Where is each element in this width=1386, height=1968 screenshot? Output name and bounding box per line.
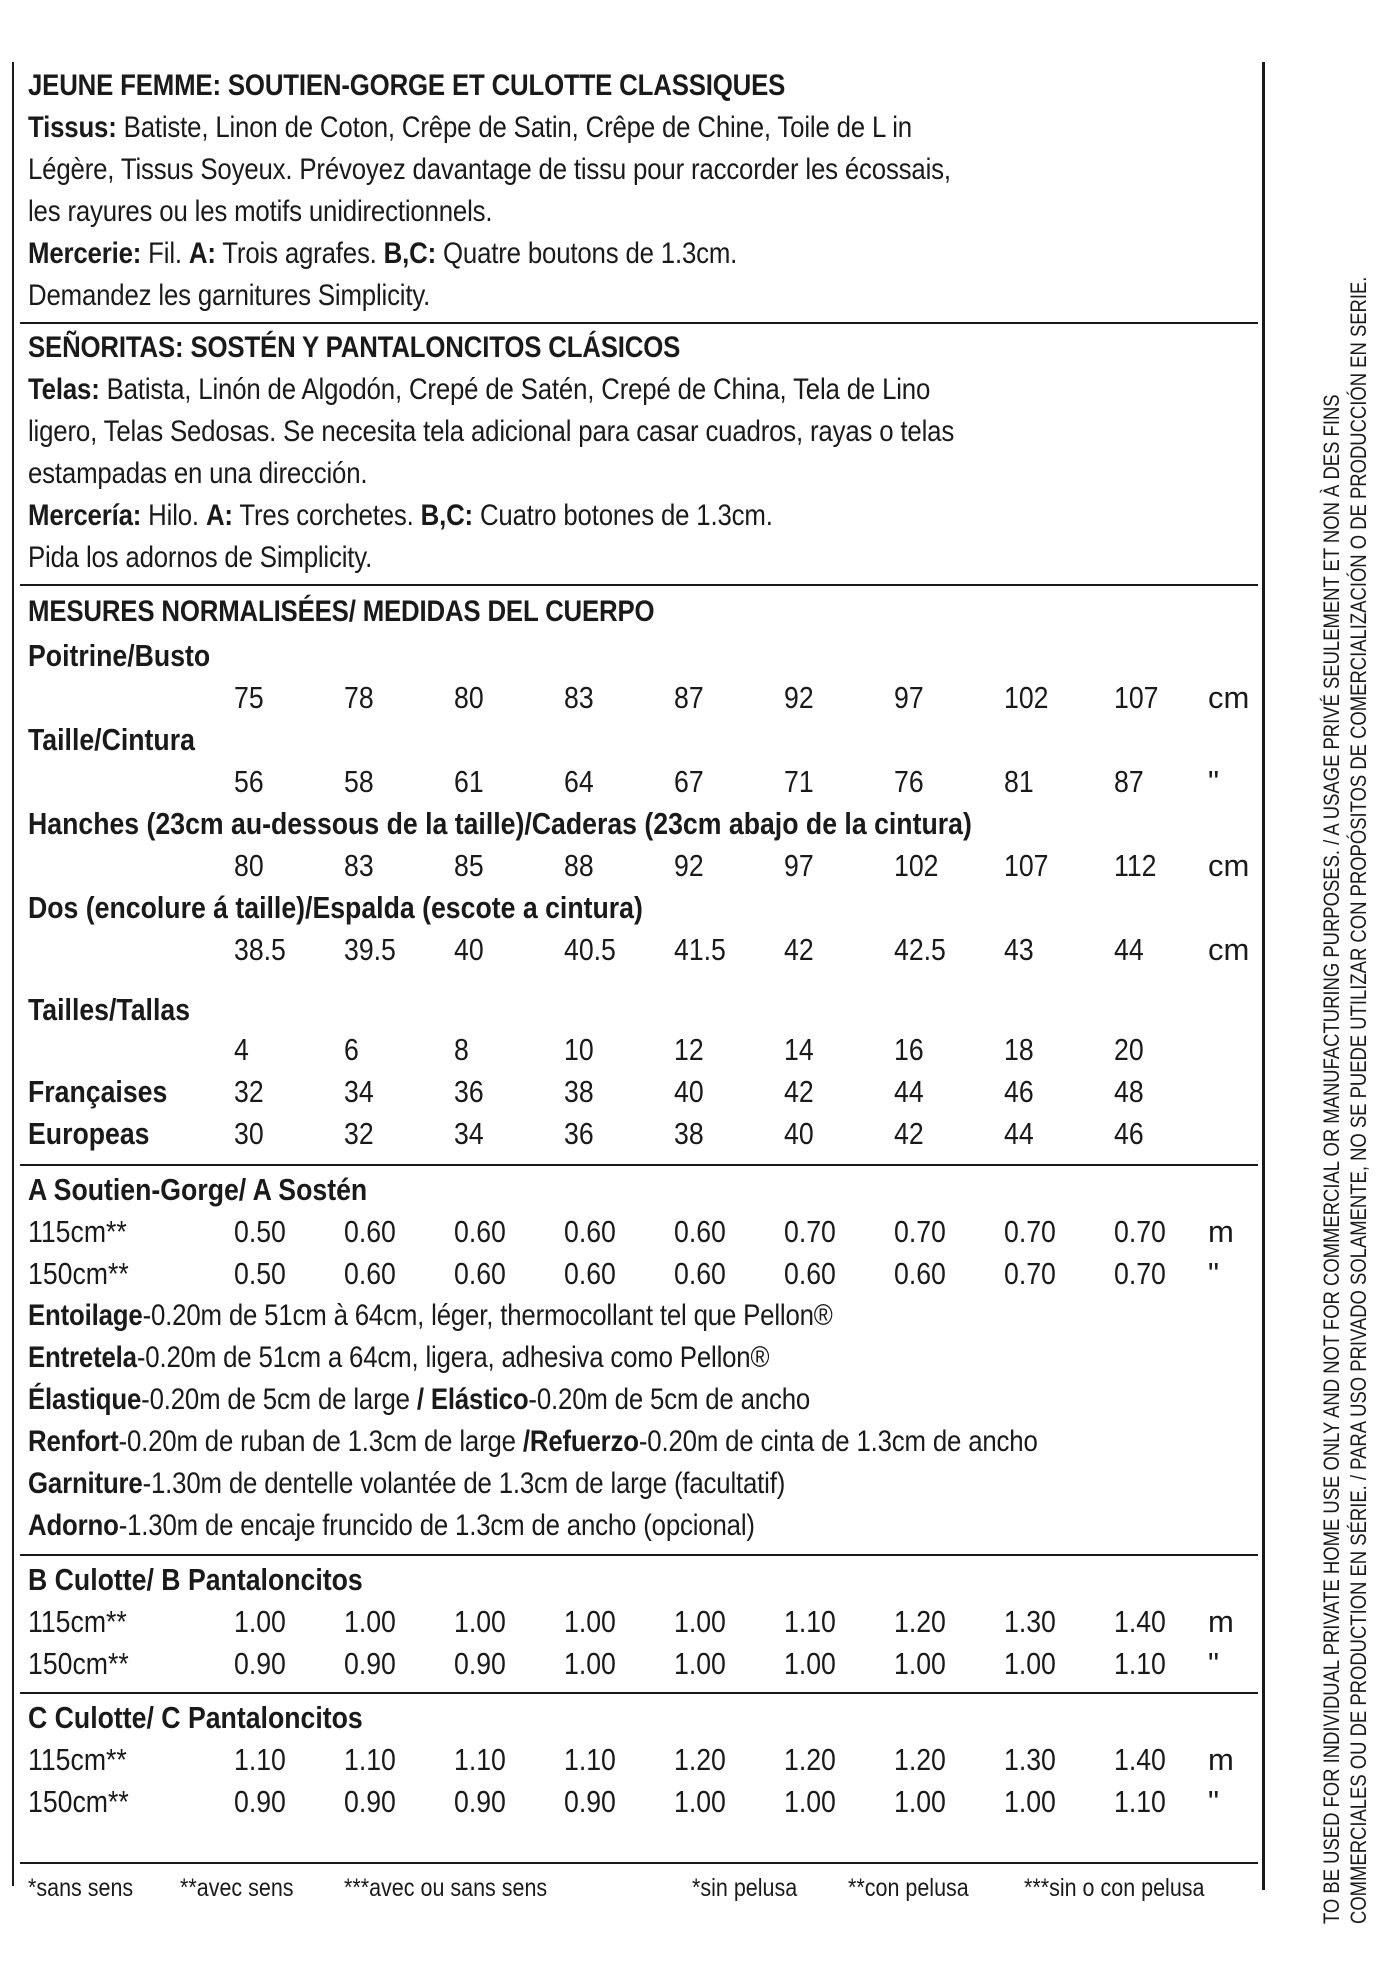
note-label: Renfort [28, 1425, 119, 1458]
value-cell: 0.60 [454, 1256, 506, 1291]
value-cell: 14 [784, 1032, 814, 1067]
sizes-french-label: Françaises [28, 1074, 168, 1109]
value-cell: 42 [894, 1116, 924, 1151]
unit-label: " [1208, 1646, 1220, 1681]
usage-notice-line1: TO BE USED FOR INDIVIDUAL PRIVATE HOME USE ONLY AND NOT FOR COMMERCIAL OR MANUFACTURING PURPOSES. / A USAGE PRIVÉ SEULEMENT ET NON À DES FINS [1319, 394, 1344, 1924]
value-cell: 1.40 [1114, 1604, 1166, 1639]
view-c-115-label: 115cm** [28, 1742, 127, 1777]
value-cell: 61 [454, 764, 484, 799]
value-cell: 1.00 [784, 1646, 836, 1681]
unit-label: cm [1208, 848, 1250, 883]
value-cell: 1.00 [564, 1646, 616, 1681]
fr-fabrics-line1 [28, 108, 912, 148]
value-cell: 81 [1004, 764, 1034, 799]
footnote-es-3: ***sin o con pelusa [1024, 1874, 1205, 1902]
sizes-label: Tailles/Tallas [28, 992, 191, 1027]
value-cell: 0.90 [564, 1784, 616, 1819]
footnote-es-1: *sin pelusa [692, 1874, 798, 1902]
value-cell: 92 [784, 680, 814, 715]
value-cell: 0.90 [454, 1784, 506, 1819]
value-cell: 67 [674, 764, 704, 799]
value-cell: 32 [234, 1074, 264, 1109]
es-fabrics-line3: estampadas en una dirección. [28, 457, 368, 490]
view-a-115-label: 115cm** [28, 1214, 127, 1249]
fr-notions-line1 [28, 234, 737, 274]
value-cell: 0.60 [674, 1214, 726, 1249]
value-cell: 34 [454, 1116, 484, 1151]
divider [20, 1862, 1258, 1864]
value-cell: 0.60 [344, 1256, 396, 1291]
value-cell: 1.30 [1004, 1742, 1056, 1777]
value-cell: 16 [894, 1032, 924, 1067]
divider [20, 584, 1258, 586]
value-cell: 1.10 [1114, 1784, 1166, 1819]
value-cell: 1.10 [784, 1604, 836, 1639]
value-cell: 1.10 [564, 1742, 616, 1777]
footnote-fr-3: ***avec ou sans sens [344, 1874, 548, 1902]
value-cell: 1.00 [234, 1604, 286, 1639]
es-fabrics-label: Telas: [28, 373, 100, 406]
fr-notions-a-label: A: [188, 237, 216, 270]
value-cell: 41.5 [674, 932, 726, 967]
value-cell: 83 [344, 848, 374, 883]
value-cell: 0.60 [894, 1256, 946, 1291]
value-cell: 0.60 [674, 1256, 726, 1291]
value-cell: 18 [1004, 1032, 1034, 1067]
value-cell: 40 [674, 1074, 704, 1109]
value-cell: 48 [1114, 1074, 1144, 1109]
value-cell: 56 [234, 764, 264, 799]
waist-label: Taille/Cintura [28, 722, 195, 757]
value-cell: 1.00 [674, 1646, 726, 1681]
view-a-title: A Soutien-Gorge/ A Sostén [28, 1172, 368, 1207]
value-cell: 102 [894, 848, 939, 883]
unit-label: " [1208, 1784, 1220, 1819]
value-cell: 0.70 [1114, 1214, 1166, 1249]
sizes-euro-label: Europeas [28, 1116, 150, 1151]
es-notions-line2: Pida los adornos de Simplicity. [28, 541, 373, 574]
es-title: SEÑORITAS: SOSTÉN Y PANTALONCITOS CLÁSICOS [28, 331, 681, 364]
value-cell: 1.10 [234, 1742, 286, 1777]
measures-title: MESURES NORMALISÉES/ MEDIDAS DEL CUERPO [28, 595, 655, 628]
value-cell: 0.60 [564, 1256, 616, 1291]
value-cell: 12 [674, 1032, 704, 1067]
note-text: -0.20m de cinta de 1.3cm de ancho [638, 1425, 1038, 1458]
note-label: Élastique [28, 1383, 142, 1416]
value-cell: 1.00 [564, 1604, 616, 1639]
value-cell: 107 [1004, 848, 1049, 883]
value-cell: 0.70 [1004, 1214, 1056, 1249]
value-cell: 92 [674, 848, 704, 883]
left-border [12, 62, 14, 1886]
value-cell: 0.70 [784, 1214, 836, 1249]
fr-fabrics-text: Batiste, Linon de Coton, Crêpe de Satin, Crêpe de Chine, Toile de L in [116, 111, 912, 144]
back-length-label: Dos (encolure á taille)/Espalda (escote a cintura) [28, 890, 643, 925]
fr-notions-label: Mercerie: [28, 237, 142, 270]
value-cell: 58 [344, 764, 374, 799]
value-cell: 78 [344, 680, 374, 715]
value-cell: 0.60 [344, 1214, 396, 1249]
unit-label: m [1208, 1604, 1234, 1639]
value-cell: 42 [784, 932, 814, 967]
value-cell: 8 [454, 1032, 469, 1067]
note-text: -0.20m de ruban de 1.3cm de large [118, 1425, 523, 1458]
value-cell: 1.00 [1004, 1646, 1056, 1681]
value-cell: 85 [454, 848, 484, 883]
value-cell: 75 [234, 680, 264, 715]
interfacing-es [28, 1338, 769, 1378]
fr-notions-a-text: Trois agrafes. [215, 237, 384, 270]
value-cell: 1.00 [894, 1646, 946, 1681]
value-cell: 0.90 [454, 1646, 506, 1681]
value-cell: 42 [784, 1074, 814, 1109]
value-cell: 0.50 [234, 1256, 286, 1291]
es-notions-a-label: A: [205, 499, 233, 532]
note-text: -0.20m de 51cm a 64cm, ligera, adhesiva como Pellon® [136, 1341, 770, 1374]
value-cell: 1.20 [894, 1742, 946, 1777]
bust-label: Poitrine/Busto [28, 638, 211, 673]
value-cell: 71 [784, 764, 814, 799]
value-cell: 6 [344, 1032, 359, 1067]
unit-label: cm [1208, 932, 1250, 967]
reinforcement-note [28, 1422, 1038, 1462]
value-cell: 43 [1004, 932, 1034, 967]
value-cell: 4 [234, 1032, 249, 1067]
value-cell: 1.10 [344, 1742, 396, 1777]
view-b-115-label: 115cm** [28, 1604, 127, 1639]
note-text: -1.30m de dentelle volantée de 1.3cm de large (facultatif) [142, 1467, 786, 1500]
value-cell: 0.60 [784, 1256, 836, 1291]
value-cell: 40.5 [564, 932, 616, 967]
interfacing-fr [28, 1296, 833, 1336]
footnote-fr-1: *sans sens [28, 1874, 134, 1902]
value-cell: 1.00 [894, 1784, 946, 1819]
value-cell: 0.90 [344, 1646, 396, 1681]
value-cell: 76 [894, 764, 924, 799]
usage-notice-line2: COMMERCIALES OU DE PRODUCTION EN SÉRIE. / PARA USO PRIVADO SOLAMENTE, NO SE PUEDE UTILIZAR CON PROPÓSITOS DE COMERCIALIZACIÓN O DE PRODUCCIÓN EN SERIE. [1346, 276, 1371, 1925]
value-cell: 80 [454, 680, 484, 715]
fr-fabrics-label: Tissus: [28, 111, 117, 144]
es-fabrics-text: Batista, Linón de Algodón, Crepé de Satén, Crepé de China, Tela de Lino [99, 373, 931, 406]
unit-label: " [1208, 764, 1220, 799]
es-notions-bc-text: Cuatro botones de 1.3cm. [472, 499, 773, 532]
fr-title: JEUNE FEMME: SOUTIEN-GORGE ET CULOTTE CLASSIQUES [28, 69, 786, 102]
trim-fr [28, 1464, 785, 1504]
note-label: Entoilage [28, 1299, 143, 1332]
value-cell: 40 [784, 1116, 814, 1151]
es-notions-bc-label: B,C: [420, 499, 473, 532]
value-cell: 1.00 [784, 1784, 836, 1819]
fr-notions-bc-text: Quatre boutons de 1.3cm. [436, 237, 738, 270]
value-cell: 44 [1114, 932, 1144, 967]
value-cell: 83 [564, 680, 594, 715]
note-label: Adorno [28, 1509, 119, 1542]
value-cell: 102 [1004, 680, 1049, 715]
footnote-es-2: **con pelusa [848, 1874, 969, 1902]
value-cell: 1.10 [454, 1742, 506, 1777]
divider [20, 1692, 1258, 1694]
value-cell: 1.00 [674, 1784, 726, 1819]
value-cell: 0.60 [454, 1214, 506, 1249]
note-text: -1.30m de encaje fruncido de 1.3cm de ancho (opcional) [118, 1509, 755, 1542]
fr-notions-bc-label: B,C: [383, 237, 437, 270]
value-cell: 88 [564, 848, 594, 883]
value-cell: 46 [1114, 1116, 1144, 1151]
value-cell: 36 [454, 1074, 484, 1109]
es-notions-line1 [28, 496, 773, 536]
value-cell: 38.5 [234, 932, 286, 967]
value-cell: 107 [1114, 680, 1159, 715]
value-cell: 64 [564, 764, 594, 799]
value-cell: 32 [344, 1116, 374, 1151]
value-cell: 87 [674, 680, 704, 715]
trim-es [28, 1506, 755, 1546]
value-cell: 0.90 [234, 1646, 286, 1681]
value-cell: 36 [564, 1116, 594, 1151]
value-cell: 1.30 [1004, 1604, 1056, 1639]
elastic-note [28, 1380, 810, 1420]
es-fabrics-line1 [28, 370, 930, 410]
note-label: /Refuerzo [522, 1425, 639, 1458]
value-cell: 87 [1114, 764, 1144, 799]
footnote-fr-2: **avec sens [180, 1874, 294, 1902]
view-a-150-label: 150cm** [28, 1256, 129, 1291]
value-cell: 1.20 [784, 1742, 836, 1777]
value-cell: 1.00 [674, 1604, 726, 1639]
unit-label: m [1208, 1214, 1234, 1249]
value-cell: 1.00 [1004, 1784, 1056, 1819]
note-text: -0.20m de 5cm de ancho [528, 1383, 811, 1416]
value-cell: 1.20 [674, 1742, 726, 1777]
view-b-150-label: 150cm** [28, 1646, 129, 1681]
value-cell: 0.90 [234, 1784, 286, 1819]
es-notions-pre: Hilo. [141, 499, 206, 532]
fr-notions-pre: Fil. [141, 237, 189, 270]
divider [20, 1554, 1258, 1556]
value-cell: 30 [234, 1116, 264, 1151]
hip-label: Hanches (23cm au-dessous de la taille)/Caderas (23cm abajo de la cintura) [28, 806, 972, 841]
value-cell: 38 [564, 1074, 594, 1109]
value-cell: 39.5 [344, 932, 396, 967]
view-c-title: C Culotte/ C Pantaloncitos [28, 1700, 363, 1735]
value-cell: 0.50 [234, 1214, 286, 1249]
es-notions-label: Mercería: [28, 499, 142, 532]
value-cell: 38 [674, 1116, 704, 1151]
value-cell: 1.00 [454, 1604, 506, 1639]
view-c-150-label: 150cm** [28, 1784, 129, 1819]
value-cell: 40 [454, 932, 484, 967]
note-label: Garniture [28, 1467, 143, 1500]
note-label: Entretela [28, 1341, 137, 1374]
value-cell: 97 [894, 680, 924, 715]
right-border [1262, 62, 1265, 1890]
value-cell: 112 [1114, 848, 1157, 883]
fr-fabrics-line3: les rayures ou les motifs unidirectionnels. [28, 195, 493, 228]
fr-notions-line2: Demandez les garnitures Simplicity. [28, 279, 431, 312]
value-cell: 44 [1004, 1116, 1034, 1151]
value-cell: 0.90 [344, 1784, 396, 1819]
value-cell: 1.20 [894, 1604, 946, 1639]
value-cell: 1.40 [1114, 1742, 1166, 1777]
unit-label: cm [1208, 680, 1250, 715]
value-cell: 1.10 [1114, 1646, 1166, 1681]
fr-fabrics-line2: Légère, Tissus Soyeux. Prévoyez davantage de tissu pour raccorder les écossais, [28, 153, 951, 186]
es-fabrics-line2: ligero, Telas Sedosas. Se necesita tela adicional para casar cuadros, rayas o telas [28, 415, 955, 448]
es-notions-a-text: Tres corchetes. [232, 499, 421, 532]
value-cell: 34 [344, 1074, 374, 1109]
value-cell: 1.00 [344, 1604, 396, 1639]
value-cell: 0.60 [564, 1214, 616, 1249]
value-cell: 46 [1004, 1074, 1034, 1109]
note-text: -0.20m de 51cm à 64cm, léger, thermocollant tel que Pellon® [142, 1299, 833, 1332]
value-cell: 80 [234, 848, 264, 883]
value-cell: 97 [784, 848, 814, 883]
note-label: / Elástico [416, 1383, 529, 1416]
divider [20, 322, 1258, 324]
view-b-title: B Culotte/ B Pantaloncitos [28, 1562, 363, 1597]
value-cell: 0.70 [1114, 1256, 1166, 1291]
usage-notice [1318, 276, 1372, 1925]
divider [20, 1164, 1258, 1166]
value-cell: 0.70 [894, 1214, 946, 1249]
value-cell: 0.70 [1004, 1256, 1056, 1291]
value-cell: 10 [564, 1032, 594, 1067]
value-cell: 20 [1114, 1032, 1144, 1067]
unit-label: " [1208, 1256, 1220, 1291]
unit-label: m [1208, 1742, 1234, 1777]
value-cell: 42.5 [894, 932, 946, 967]
value-cell: 44 [894, 1074, 924, 1109]
note-text: -0.20m de 5cm de large [141, 1383, 417, 1416]
